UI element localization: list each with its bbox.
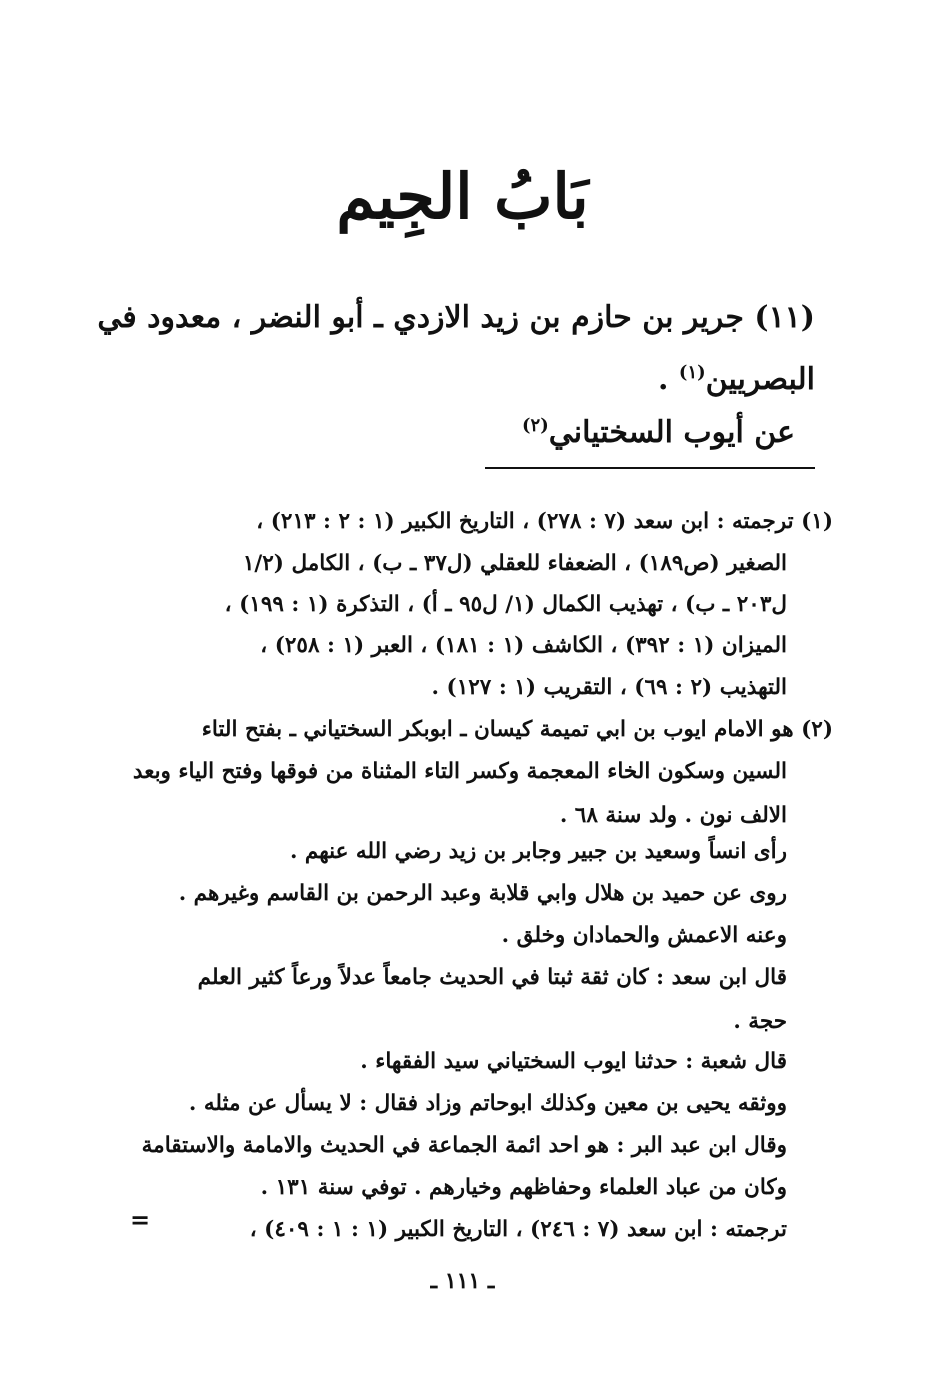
footnote-line: قال شعبة : حدثنا ايوب السختياني سيد الفقهاء . [360, 1049, 787, 1074]
footnote-line: وكان من عباد العلماء وحفاظهم وخيارهم . توفي سنة ١٣١ . [260, 1175, 787, 1200]
footnote-line: (٢) هو الامام ايوب بن ابي تميمة كيسان ـ ابوبكر السختياني ـ بفتح التاء [201, 717, 833, 742]
footnote-line: ل٢٠٣ ـ ب) ، تهذيب الكمال (١/ ل٩٥ ـ أ) ، التذكرة (١ : ١٩٩) ، [224, 592, 787, 617]
footnote-line: ووثقه يحيى بن معين وكذلك ابوحاتم وزاد فقال : لا يسأل عن مثله . [188, 1091, 787, 1116]
entry-line-3 [522, 415, 795, 450]
entry-line-3-text: عن أيوب السختياني [548, 415, 795, 450]
page-number: ـ ١١١ ـ [430, 1268, 495, 1294]
footnote-separator [485, 467, 815, 469]
footnote-line: (١) ترجمته : ابن سعد (٧ : ٢٧٨) ، التاريخ الكبير (١ : ٢ : ٢١٣) ، [256, 509, 833, 534]
entry-line-2 [658, 362, 815, 397]
footnote-line: الالف نون . ولد سنة ٦٨ . [559, 803, 787, 828]
entry-line-2-text: البصريين [705, 362, 815, 397]
footnote-line: السين وسكون الخاء المعجمة وكسر التاء المثناة من فوقها وفتح الياء وبعد [132, 759, 787, 784]
entry-line-1: (١١) جرير بن حازم بن زيد الازدي ـ أبو النضر ، معدود في [97, 300, 815, 335]
footnote-line: ترجمته : ابن سعد (٧ : ٢٤٦) ، التاريخ الكبير (١ : ١ : ٤٠٩) ، [249, 1217, 787, 1242]
chapter-title: بَابُ الجِيم [336, 160, 589, 233]
footnote-ref-1[interactable]: (١) [678, 362, 706, 383]
continuation-mark: = [130, 1205, 151, 1234]
footnote-line: وعنه الاعمش والحمادان وخلق . [501, 923, 787, 948]
footnote-line: روى عن حميد بن هلال وابي قلابة وعبد الرحمن بن القاسم وغيرهم . [178, 881, 787, 906]
footnote-line: الصغير (ص١٨٩) ، الضعفاء للعقلي (ل٣٧ ـ ب) ، الكامل (١/٢ [242, 551, 787, 576]
entry-line-2-end: . [658, 362, 679, 397]
footnote-line: الميزان (١ : ٣٩٢) ، الكاشف (١ : ١٨١) ، العبر (١ : ٢٥٨) ، [260, 633, 787, 658]
footnote-line: التهذيب (٢ : ٦٩) ، التقريب (١ : ١٢٧) . [431, 675, 787, 700]
footnote-line: وقال ابن عبد البر : هو احد ائمة الجماعة في الحديث والامامة والاستقامة [141, 1133, 787, 1158]
footnote-line: قال ابن سعد : كان ثقة ثبتا في الحديث جامعاً عدلاً ورعاً كثير العلم [197, 965, 787, 990]
footnote-line: رأى انساً وسعيد بن جبير وجابر بن زيد رضي الله عنهم . [289, 839, 787, 864]
footnote-line: حجة . [733, 1009, 787, 1034]
footnote-ref-2[interactable]: (٢) [522, 415, 549, 436]
